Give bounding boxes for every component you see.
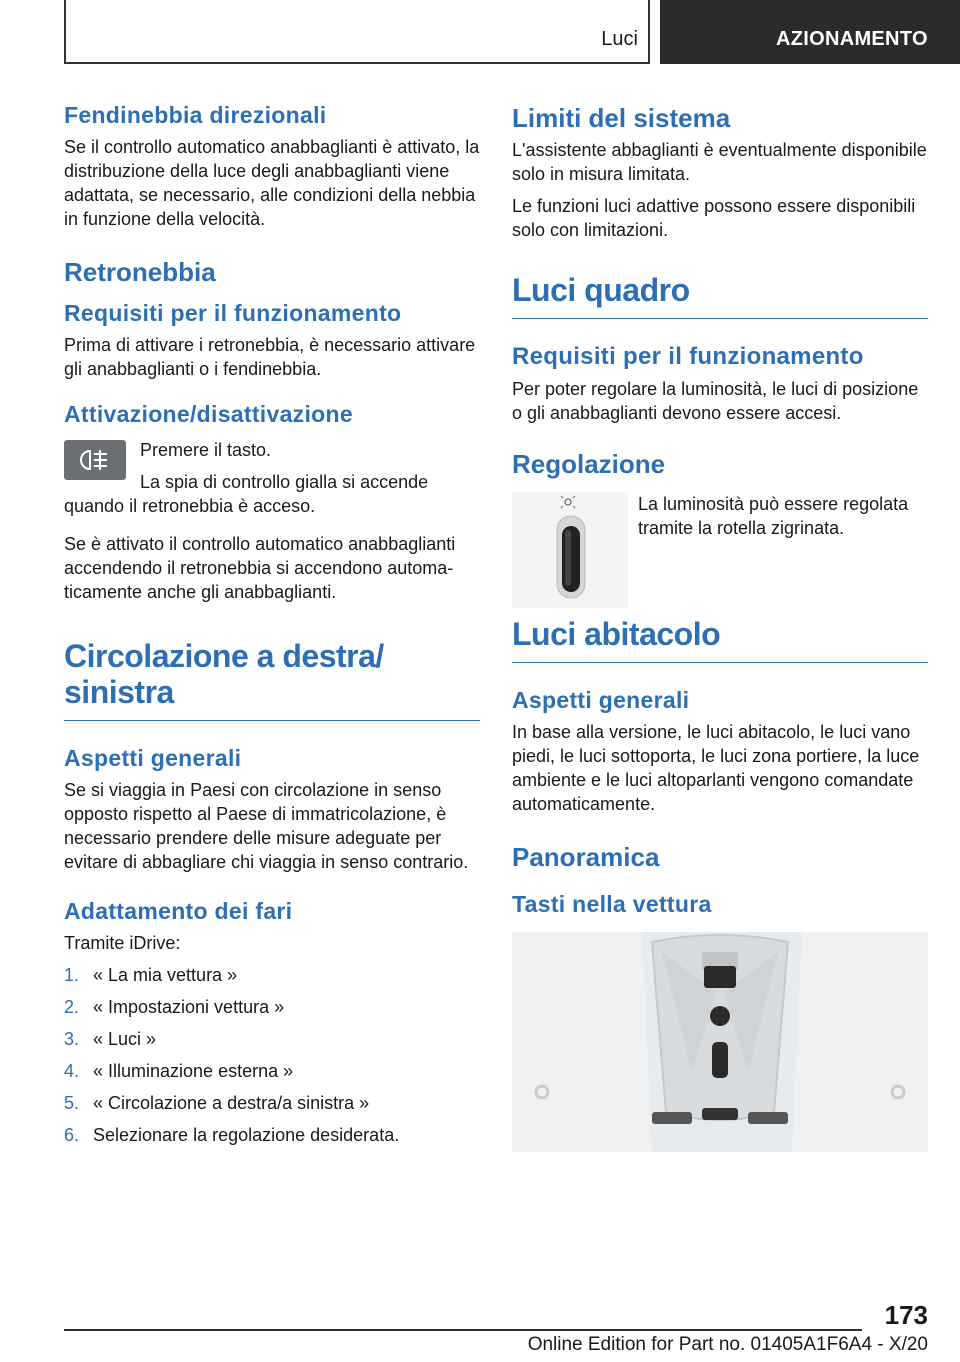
step-text: « Luci » <box>93 1029 157 1049</box>
req-title: Requisiti per il funzionamento <box>64 300 402 326</box>
step-item <box>64 1087 480 1119</box>
step-item <box>64 1055 480 1087</box>
act-text-1: Premere il tasto. <box>140 440 272 460</box>
traffic-title: Circolazione a destra/ sinistra <box>64 638 480 721</box>
header-section: Luci <box>601 28 638 50</box>
step-text: « La mia vettura » <box>93 965 238 985</box>
right-column <box>512 100 928 1152</box>
limits-title: Limiti del sistema <box>512 103 731 133</box>
step-number: 3. <box>64 1029 80 1049</box>
step-item <box>64 1119 480 1151</box>
step-item <box>64 991 480 1023</box>
cabin-title: Luci abitacolo <box>512 616 928 663</box>
thumbwheel-image <box>512 492 628 608</box>
step-text: « Illuminazione esterna » <box>93 1061 294 1081</box>
step-item <box>64 1023 480 1055</box>
step-text: Selezionare la regolazione desiderata. <box>93 1125 400 1145</box>
rear-fog-key-icon <box>64 440 126 480</box>
step-number: 4. <box>64 1061 80 1081</box>
page-number: 173 <box>884 1300 928 1330</box>
reg-title: Regolazione <box>512 449 666 479</box>
rear-fog-title: Retronebbia <box>64 257 216 287</box>
act-text-3: Se è attivato il controllo automatico anabbaglianti accendendo il retronebbia si accendono automaticamente anche gli anabbaglianti. <box>64 534 456 602</box>
act-title: Attivazione/disattivazione <box>64 401 353 427</box>
step-item <box>64 959 480 991</box>
fog-dir-text: Se il controllo automatico anabbaglianti è attivato, la distribuzione della luce degli anabbaglianti viene adattata, se necessario, alle condizioni della nebbia in funzione della velocità. <box>64 137 480 229</box>
general-text: Se si viaggia in Paesi con circolazione in senso opposto rispetto al Paese di immatricolazione, è necessario prendere delle misure adeguate per evitare di abbagliare chi viaggia in senso contrario. <box>64 780 469 872</box>
limits-text-2: Le funzioni luci adattive possono essere disponibili solo con limitazioni. <box>512 196 916 240</box>
step-number: 5. <box>64 1093 80 1113</box>
general-title: Aspetti generali <box>64 745 242 771</box>
act-text-2: La spia di controllo gialla si accende quando il retronebbia è acceso. <box>64 472 429 516</box>
step-text: « Circolazione a destra/a sinistra » <box>93 1093 370 1113</box>
header-box <box>64 0 650 64</box>
cabin-general-text: In base alla versione, le luci abitacolo, le luci vano piedi, le luci sottoporta, le luci zona portiere, la luce ambiente e le luci altoparlanti vengono comandate automaticamente. <box>512 722 920 814</box>
limits-text-1: L'assistente abbaglianti è eventualmente disponibile solo in misura limitata. <box>512 140 927 184</box>
adapt-intro: Tramite iDrive: <box>64 933 181 953</box>
req-text: Prima di attivare i retronebbia, è necessario attivare gli anabbaglianti o i fendinebbia. <box>64 335 476 379</box>
step-number: 6. <box>64 1125 80 1145</box>
cabin-general-title: Aspetti generali <box>512 687 690 713</box>
reg-text: La luminosità può essere regolata tramite la rotella zigrinata. <box>638 494 909 538</box>
dash-req-title: Requisiti per il funzionamento <box>512 343 864 370</box>
overview-title: Panoramica <box>512 842 660 872</box>
buttons-title: Tasti nella vettura <box>512 891 712 917</box>
adapt-title: Adattamento dei fari <box>64 898 293 924</box>
step-number: 1. <box>64 965 80 985</box>
fog-dir-title: Fendinebbia direzionali <box>64 102 327 128</box>
footer-divider <box>64 1329 862 1331</box>
footer-edition: Online Edition for Part no. 01405A1F6A4 - X/20 <box>527 1334 928 1355</box>
step-number: 2. <box>64 997 80 1017</box>
roof-console-photo <box>512 932 928 1152</box>
dash-req-text: Per poter regolare la luminosità, le luci di posizione o gli anabbaglianti devono essere accesi. <box>512 379 919 423</box>
dash-title: Luci quadro <box>512 272 928 319</box>
header-chapter-tab: AZIONAMENTO <box>660 0 960 64</box>
idrive-steps-list <box>64 959 480 1151</box>
step-text: « Impostazioni vettura » <box>93 997 285 1017</box>
left-column <box>64 100 480 1151</box>
